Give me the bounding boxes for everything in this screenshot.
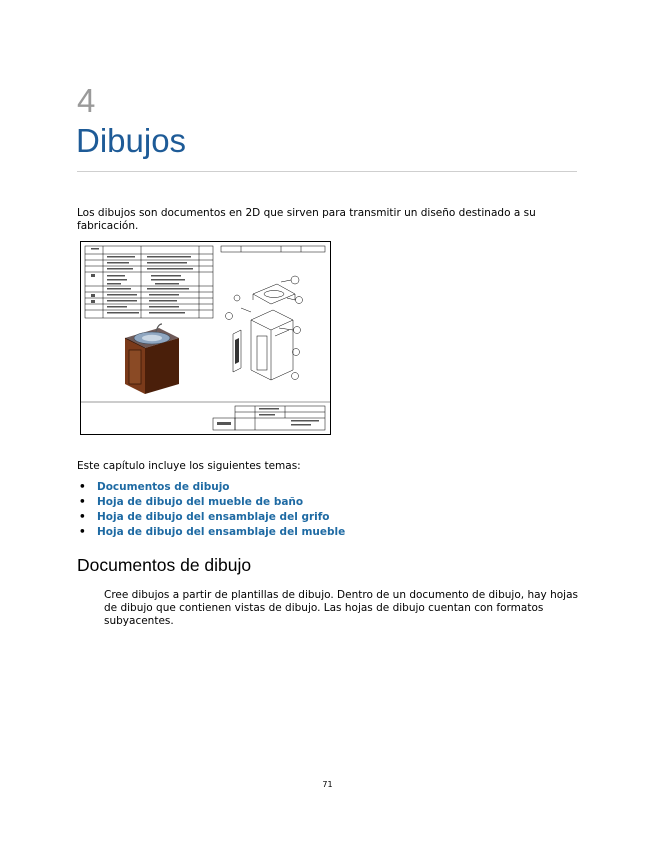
- title-block: [213, 406, 325, 430]
- bullet-icon: •: [79, 511, 86, 523]
- drawing-sheet-figure: [80, 241, 331, 435]
- bullet-icon: •: [79, 481, 86, 493]
- topic-link-label[interactable]: Hoja de dibujo del mueble de baño: [97, 496, 304, 508]
- intro-paragraph: Los dibujos son documentos en 2D que sirven para transmitir un diseño destinado a su fabricación.: [77, 207, 536, 232]
- cabinet-render: [125, 324, 179, 394]
- title-divider: [77, 171, 577, 172]
- section-paragraph: Cree dibujos a partir de plantillas de dibujo. Dentro de un documento de dibujo, hay hojas de dibujo que contienen vistas de dibujo. Las hojas de dibujo cuentan con formatos subyacentes.: [104, 589, 578, 627]
- chapter-number: 4: [77, 82, 96, 119]
- section-heading: Documentos de dibujo: [77, 555, 252, 575]
- topic-link-label[interactable]: Documentos de dibujo: [97, 481, 230, 493]
- topics-list: [77, 480, 345, 540]
- topic-link[interactable]: [77, 510, 345, 525]
- topic-link[interactable]: [77, 525, 345, 540]
- topic-link[interactable]: [77, 495, 345, 510]
- chapter-title: Dibujos: [76, 122, 187, 159]
- page-number: 71: [322, 780, 333, 789]
- bullet-icon: •: [79, 496, 86, 508]
- bullet-icon: •: [79, 526, 86, 538]
- drawing-sheet-illustration: [81, 242, 330, 434]
- topic-link[interactable]: [77, 480, 345, 495]
- exploded-wireframe: [226, 276, 303, 380]
- topic-link-label[interactable]: Hoja de dibujo del ensamblaje del grifo: [97, 511, 330, 523]
- topics-intro: Este capítulo incluye los siguientes temas:: [77, 460, 301, 472]
- topic-link-label[interactable]: Hoja de dibujo del ensamblaje del mueble: [97, 526, 346, 538]
